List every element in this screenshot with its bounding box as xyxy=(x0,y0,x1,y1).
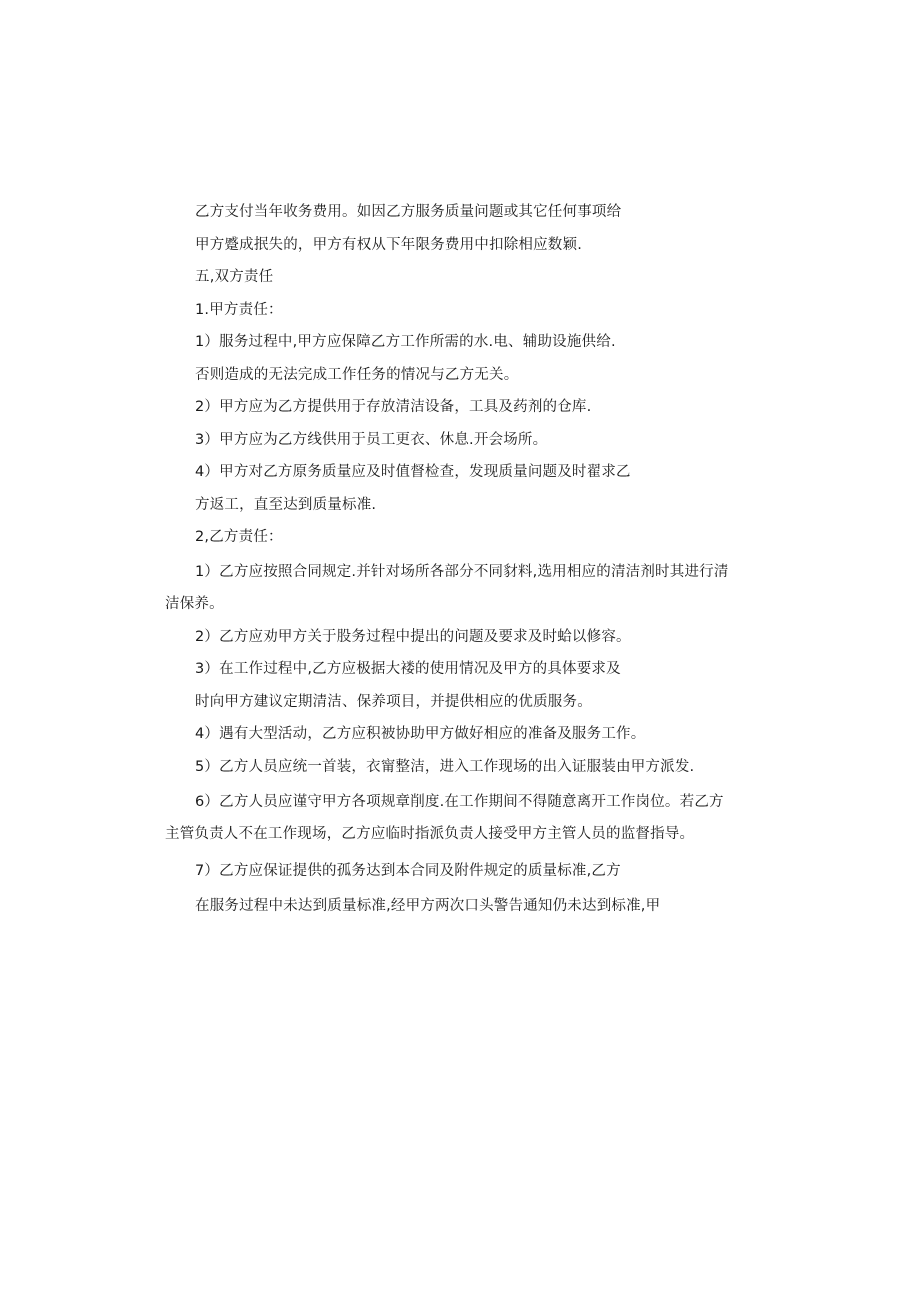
list-item: 6）乙方人员应谨守甲方各项规章削度.在工作期间不得随意离开工作岗位。若乙方 xyxy=(195,794,724,810)
paragraph-line: 时向甲方建议定期清洁、保养项目，并提供相应的优质服务。 xyxy=(195,694,592,710)
list-item: 5）乙方人员应统一首装，衣甯整洁，进入工作现场的出入证服装由甲方派发. xyxy=(195,759,695,775)
list-item: 4）遇有大型活动，乙方应积被协助甲方做好相应的准备及服务工作。 xyxy=(195,726,646,742)
subsection-heading: 2,乙方责任： xyxy=(195,529,283,545)
list-item: 3）甲方应为乙方线供用于员工更衣、休息.开会场所。 xyxy=(195,432,548,448)
list-item: 2）乙方应劝甲方关于股务过程中提出的问题及要求及时蛤以修容。 xyxy=(195,629,631,645)
list-item: 3）在工作过程中,乙方应极据大褛的使用情况及甲方的具体要求及 xyxy=(195,661,621,677)
list-item: 1）乙方应按照合同规定.并针对场所各部分不同豺料,选用相应的清洁剂时其进行清 xyxy=(195,564,729,580)
list-item: 7）乙方应保证提供的孤务达到本合同及附件规定的质量标准,乙方 xyxy=(195,863,621,879)
paragraph-line: 方返工，直至达到质量标准. xyxy=(195,497,377,513)
subsection-heading: 1.甲方责任： xyxy=(195,302,283,318)
list-item: 1）服务过程中,甲方应保障乙方工作所需的水.电、辅助设施供给. xyxy=(195,334,616,350)
section-heading: 五,双方责任 xyxy=(195,269,274,285)
list-item: 4）甲方对乙方原务质量应及时值督检查，发现质量问题及时翟求乙 xyxy=(195,464,631,480)
paragraph-line: 否则造成的无法完成工作任务的情况与乙方无关。 xyxy=(195,367,519,383)
paragraph-line: 主管负责人不在工作现场，乙方应临时指派负责人接受甲方主管人员的监督指导。 xyxy=(165,826,695,842)
paragraph-line: 乙方支付当年收务费用。如因乙方服务质量问题或其它任何事项给 xyxy=(195,204,622,220)
paragraph-line: 甲方蹙成抿失的，甲方有权从下年限务费用中扣除相应数颖. xyxy=(195,237,583,253)
paragraph-line: 洁保养。 xyxy=(165,596,224,612)
list-item: 2）甲方应为乙方提供用于存放清洁设备，工具及药剂的仓库. xyxy=(195,399,592,415)
paragraph-line: 在服务过程中未达到质量标准,经甲方两次口头警告通知仍未达到标准,甲 xyxy=(195,898,661,914)
